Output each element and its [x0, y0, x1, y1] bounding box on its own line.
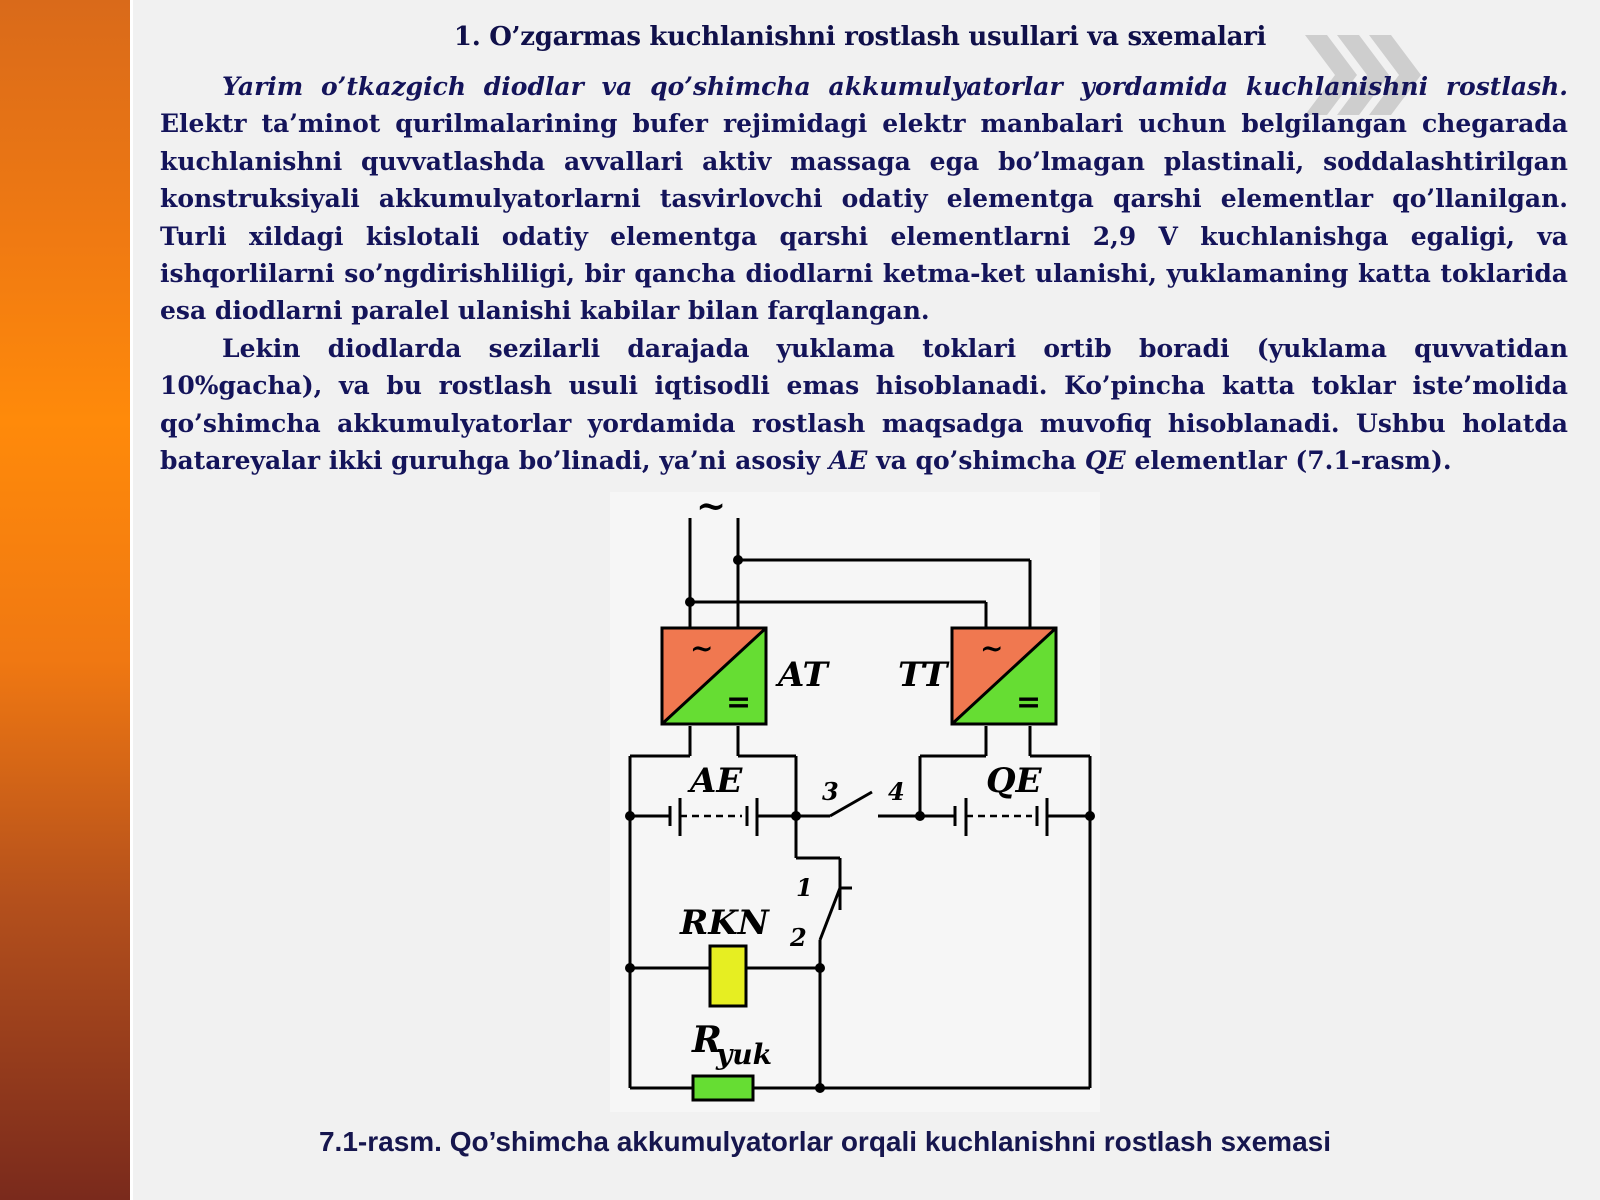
- label-rkn: RKN: [680, 903, 769, 943]
- converter-at-dc-symbol: =: [726, 685, 752, 720]
- label-at: AT: [778, 655, 828, 695]
- label-contact-1: 1: [796, 873, 813, 902]
- paragraph-1: [160, 68, 1568, 330]
- paragraph-1-lead: Yarim o’tkazgich diodlar va qo’shimcha akkumulyatorlar yordamida kuchlanishni rostlash.: [222, 72, 1568, 101]
- label-tt: TT: [898, 655, 948, 695]
- relay-coil: [710, 946, 746, 1006]
- label-contact-3: 3: [822, 777, 839, 806]
- ae-term: AE: [828, 446, 868, 476]
- ac-input-symbol: ~: [696, 492, 727, 527]
- paragraph-2: [160, 330, 1568, 480]
- page-title: 1. O’zgarmas kuchlanishni rostlash usullari va sxemalari: [453, 22, 1267, 52]
- label-ae: AE: [690, 761, 743, 801]
- paragraph-2-part1: Lekin diodlarda sezilarli darajada yuklama toklari ortib boradi (yuklama quvvatidan 10%gacha), va bu rostlash usuli iqtisodli emas hisoblanadi. Ko’pincha katta toklar iste’molida qo’shimcha akkumulyatorlar yordamida rostlash maqsadga muvofiq hisoblanadi. Ushbu holatda batareyalar ikki guruhga bo’linadi, ya’ni asosiy: [160, 334, 1568, 476]
- converter-at-ac-symbol: ~: [690, 632, 714, 665]
- qe-term: QE: [1084, 446, 1126, 476]
- converter-tt-dc-symbol: =: [1016, 685, 1042, 720]
- converter-at: [662, 628, 766, 724]
- label-r: R: [692, 1019, 722, 1061]
- figure-caption: 7.1-rasm. Qo’shimcha akkumulyatorlar orqali kuchlanishni rostlash sxemasi: [318, 1126, 1332, 1157]
- paragraph-1-body: Elektr ta’minot qurilmalarining bufer rejimidagi elektr manbalari uchun belgilangan chegarada kuchlanishni quvvatlashda avvallari aktiv massaga ega bo’lmagan plastinali, soddalashtirilgan konstruksiyali akkumulyatorlarni tasvirlovchi odatiy elementga qarshi elementlar qo’llanilgan. Turli xildagi kislotali odatiy elementga qarshi elementlarni 2,9 V kuchlanishga egaligi, va ishqorlilarni so’ngdirishliligi, bir qancha diodlarni ketma-ket ulanishi, yuklamaning katta toklarida esa diodlarni paralel ulanishi kabilar bilan farqlangan.: [160, 109, 1568, 326]
- label-yuk: yuk: [716, 1038, 773, 1071]
- label-contact-4: 4: [888, 777, 905, 806]
- paragraph-2-part2: va qo’shimcha: [876, 446, 1077, 476]
- circuit-diagram: [610, 492, 1100, 1112]
- label-contact-2: 2: [790, 923, 807, 952]
- converter-tt-ac-symbol: ~: [980, 632, 1004, 665]
- converter-tt: [952, 628, 1056, 724]
- label-qe: QE: [986, 761, 1042, 801]
- load-resistor: [693, 1076, 753, 1100]
- sidebar-divider: [130, 0, 133, 1200]
- orange-sidebar: [0, 0, 130, 1200]
- paragraph-2-part3: elementlar (7.1-rasm).: [1134, 446, 1452, 476]
